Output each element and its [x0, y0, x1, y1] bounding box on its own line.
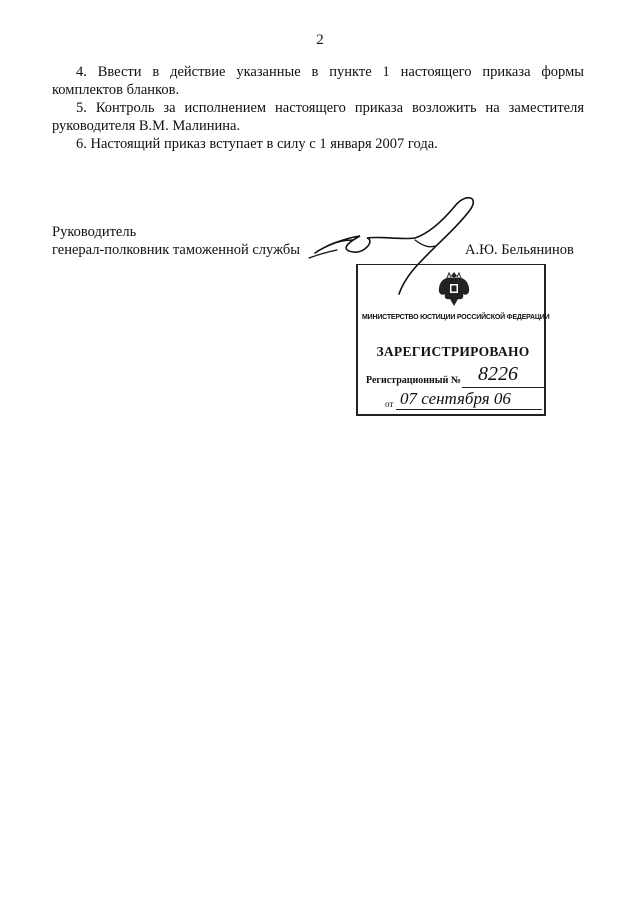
page-number: 2 — [316, 32, 324, 48]
stamp-registration-label: Регистрационный № — [366, 375, 461, 386]
stamp-date-line — [396, 409, 542, 410]
stamp-date-label: от — [385, 399, 394, 409]
signatory-name: А.Ю. Бельянинов — [465, 242, 574, 258]
signatory-position: Руководитель — [52, 224, 137, 240]
registration-stamp — [356, 264, 550, 416]
coat-of-arms-icon — [436, 270, 472, 310]
stamp-status: ЗАРЕГИСТРИРОВАНО — [376, 344, 530, 359]
document-body — [52, 63, 584, 153]
paragraph-6: 6. Настоящий приказ вступает в силу с 1 января 2007 года. — [76, 136, 438, 152]
stamp-registration-line — [462, 387, 544, 388]
signatory-rank: генерал-полковник таможенной службы — [52, 242, 301, 258]
stamp-date-value: 07 сентября 06 — [400, 389, 511, 408]
paragraph-5: 5. Контроль за исполнением настоящего приказа возложить на заместителя руководителя В.М. Малинина. — [52, 100, 584, 134]
stamp-registration-number: 8226 — [478, 363, 518, 385]
paragraph-4: 4. Ввести в действие указанные в пункте 1 настоящего приказа формы комплектов бланков. — [52, 64, 584, 98]
stamp-ministry: МИНИСТЕРСТВО ЮСТИЦИИ РОССИЙСКОЙ ФЕДЕРАЦИИ — [362, 314, 550, 321]
